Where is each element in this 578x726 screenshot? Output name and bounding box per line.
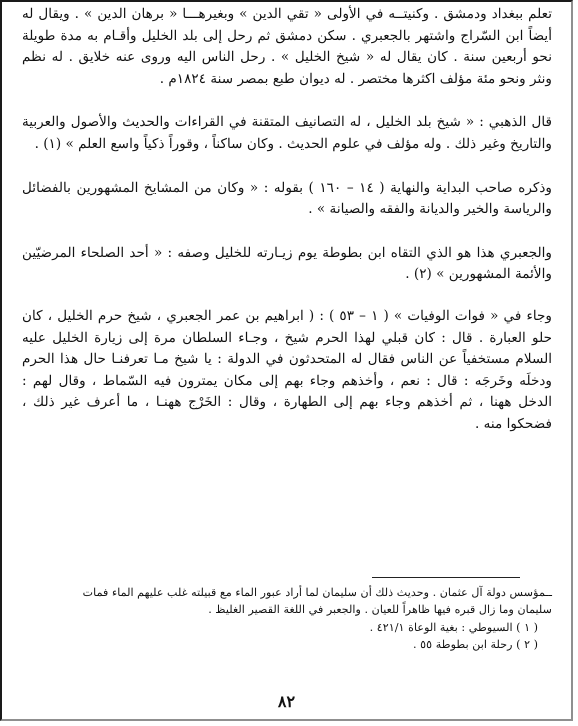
footnote-2: ( ٢ ) رحلة ابن بطوطة ٥٥ . xyxy=(413,638,538,652)
book-page-body xyxy=(22,4,552,456)
footnote-continuation-line-2: سليمان وما زال قبره فيها ظاهراً للعيان . والجعبر في اللغة القصير الغليظ . xyxy=(208,603,552,617)
paragraph-ibn-battuta: والجعبري هذا هو الذي التقاه ابن بطوطة يوم زيـارته للخليل وصفه : « أحد الصلحاء المرضيّين والأئمة المشهورين » (٢) . xyxy=(22,244,552,283)
footnote-divider xyxy=(372,577,520,578)
page-number: ٨٢ xyxy=(277,692,296,711)
footnote-continuation-line-1: ــمؤسس دولة آل عثمان . وحديث ذلك أن سليمان لما أراد عبور الماء مع قبيلته غلب عليهم الماء فمات xyxy=(82,586,552,599)
footnotes-section xyxy=(22,584,552,654)
paragraph-fawat-anecdote: وجاء في « فوات الوفيات » ( ١ – ٥٣ ) : ( ابراهيم بن عمر الجعبري ، شيخ حرم الخليل ، كان حلو العبارة . قال : كان قبلي لهذا الحرم شيخ ، وجـاء السلطان مرة إلى زيارة الخليل عليه السلام مستخفياً عن الناس فقال له المتحدثون في الدولة : يا شيخ مـا تعرفنـا حال هذا الحرم ودخلَه وخَرجَه : قال : نعم ، وأخذهم وجاء بهم إلى مكان يمترون فيه السّماط ، وقال لهم : الدخل ههنا ، ثم أخذهم وجاء بهم إلى الطهارة ، وقال : الخَرْج ههنـا ، ما أعرف غير ذلك ، فضحكوا منه . xyxy=(22,307,552,432)
paragraph-biography: تعلم ببغداد ودمشق . وكنيتــه في الأولى « تقي الدين » وبغيرهـــا « برهان الدين » . ويقال له أيضاً ابن السّراج واشتهر بالجعبري . سكن دمشق ثم رحل إلى بلد الخليل وأقـام به مدة طويلة نحو أربعين سنة . كان يقال له « شيخ الخليل » . رحل الناس اليه وروى عنه خلايق . له نظم ونثر ونحو مئة مؤلف اكثرها مختصر . له ديوان طبع بمصر سنة ١٨٢٤م . xyxy=(22,6,552,87)
footnote-1: ( ١ ) السيوطي : بغية الوعاة ٤٢١/١ . xyxy=(369,620,538,634)
paragraph-bidaya-quote: وذكره صاحب البداية والنهاية ( ١٤ – ١٦٠ ) بقوله : « وكان من المشايخ المشهورين بالفضائل والرياسة والخير والديانة والفقه والصيانة » . xyxy=(22,179,552,218)
paragraph-dhahabi-quote: قال الذهبي : « شيخ بلد الخليل ، له التصانيف المتقنة في القراءات والحديث والأصول والعربية والتاريخ وغير ذلك . وله مؤلف في علوم الحديث . وكان ساكناً ، وقوراً ذكياً واسع العلم » (١) . xyxy=(22,114,552,152)
